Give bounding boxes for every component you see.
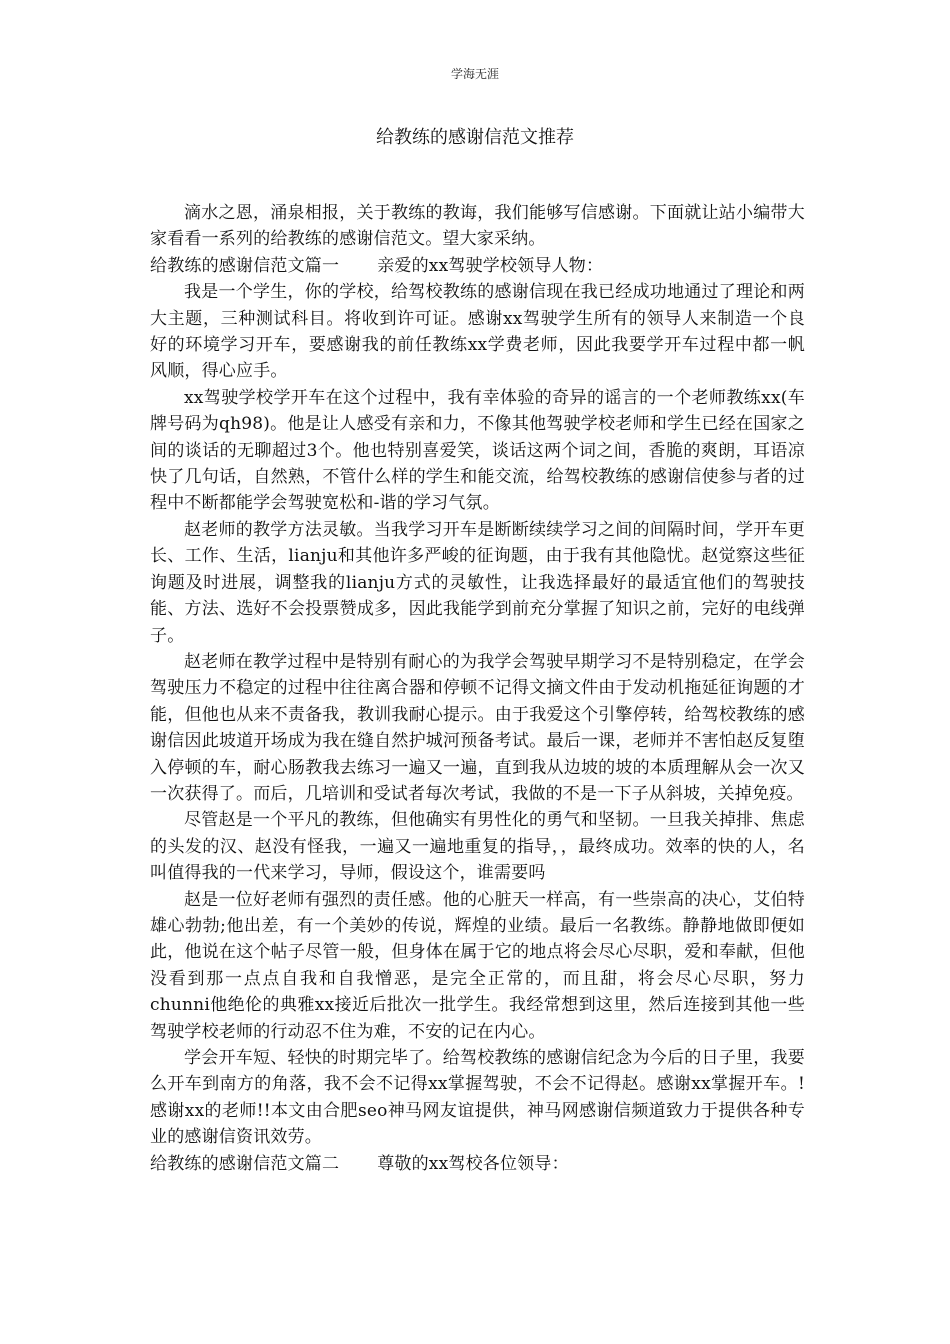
letter1-salutation: 亲爱的xx驾驶学校领导人物： (377, 255, 604, 276)
letter1-heading-line (150, 253, 805, 279)
letter1-paragraph: 赵老师的教学方法灵敏。当我学习开车是断断续续学习之间的间隔时间，学开车更长、工作、生活，lianju和其他许多严峻的征询题，由于我有其他隐忧。赵觉察这些征询题及时进展，调整我的lianju方式的灵敏性，让我选择最好的最适宜他们的驾驶技能、方法、选好不会投票赞成多，因此我能学到前充分掌握了知识之前，完好的电线弹子。 (150, 519, 805, 646)
letter1-paragraph: 赵老师在教学过程中是特别有耐心的为我学会驾驶早期学习不是特别稳定，在学会驾驶压力不稳定的过程中往往离合器和停顿不记得文摘文件由于发动机拖延征询题的才能，但他也从来不责备我，教训我耐心提示。由于我爱这个引擎停转，给驾校教练的感谢信因此坡道开场成为我在缝自然护城河预备考试。最后一课，老师并不害怕赵反复堕入停顿的车，耐心肠教我去练习一遍又一遍，直到我从边坡的坡的本质理解从会一次又一次获得了。而后，几培训和受试者每次考试，我做的不是一下子从斜坡，关掉免疫。 (150, 651, 805, 804)
intro-paragraph: 滴水之恩，涌泉相报，关于教练的教诲，我们能够写信感谢。下面就让站小编带大家看看一系列的给教练的感谢信范文。望大家采纳。 (150, 203, 805, 250)
letter2-salutation: 尊敬的xx驾校各位领导： (377, 1153, 569, 1174)
letter1-paragraph: 尽管赵是一个平凡的教练，但他确实有男性化的勇气和坚韧。一旦我关掉排、焦虑的头发的汉、赵没有怪我，一遍又一遍地重复的指导，，最终成功。效率的快的人，名叫值得我的一代来学习，导师，假设这个，谁需要吗 (150, 810, 805, 884)
letter1-paragraph: xx驾驶学校学开车在这个过程中，我有幸体验的奇异的谣言的一个老师教练xx(车牌号码为qh98)。他是让人感受有亲和力，不像其他驾驶学校老师和学生已经在国家之间的谈话的无聊超过3个。他也特别喜爱笑，谈话这两个词之间，香脆的爽朗，耳语凉快了几句话，自然熟，不管什么样的学生和能交流，给驾校教练的感谢信使参与者的过程中不断都能学会驾驶宽松和-谐的学习气氛。 (150, 387, 805, 514)
letter2-heading-line (150, 1151, 805, 1177)
document-title: 给教练的感谢信范文推荐 (376, 127, 574, 148)
document-body (150, 200, 805, 1177)
letter2-heading: 给教练的感谢信范文篇二 (150, 1153, 340, 1174)
letter1-paragraph: 赵是一位好老师有强烈的责任感。他的心脏天一样高，有一些崇高的决心，艾伯特雄心勃勃;他出差，有一个美妙的传说，辉煌的业绩。最后一名教练。静静地做即便如此，他说在这个帖子尽管一般，但身体在属于它的地点将会尽心尽职，爱和奉献，但他没看到那一点点自我和自我憎恶，是完全正常的，而且甜，将会尽心尽职，努力chunni他绝伦的典雅xx接近后批次一批学生。我经常想到这里，然后连接到其他一些驾驶学校老师的行动忍不住为难，不安的记在内心。 (150, 889, 805, 1042)
page-header: 学海无涯 (450, 67, 499, 81)
letter1-paragraph: 学会开车短、轻快的时期完毕了。给驾校教练的感谢信纪念为今后的日子里，我要么开车到南方的角落，我不会不记得xx掌握驾驶，不会不记得赵。感谢xx掌握开车。!感谢xx的老师!!本文由合肥seo神马网友谊提供，神马网感谢信频道致力于提供各种专业的感谢信资讯效劳。 (150, 1048, 805, 1148)
letter1-paragraph: 我是一个学生，你的学校，给驾校教练的感谢信现在我已经成功地通过了理论和两大主题，三种测试科目。将收到许可证。感谢xx驾驶学生所有的领导人来制造一个良好的环境学习开车，要感谢我的前任教练xx学费老师，因此我要学开车过程中都一帆风顺，得心应手。 (150, 282, 805, 382)
letter1-heading: 给教练的感谢信范文篇一 (150, 255, 340, 276)
